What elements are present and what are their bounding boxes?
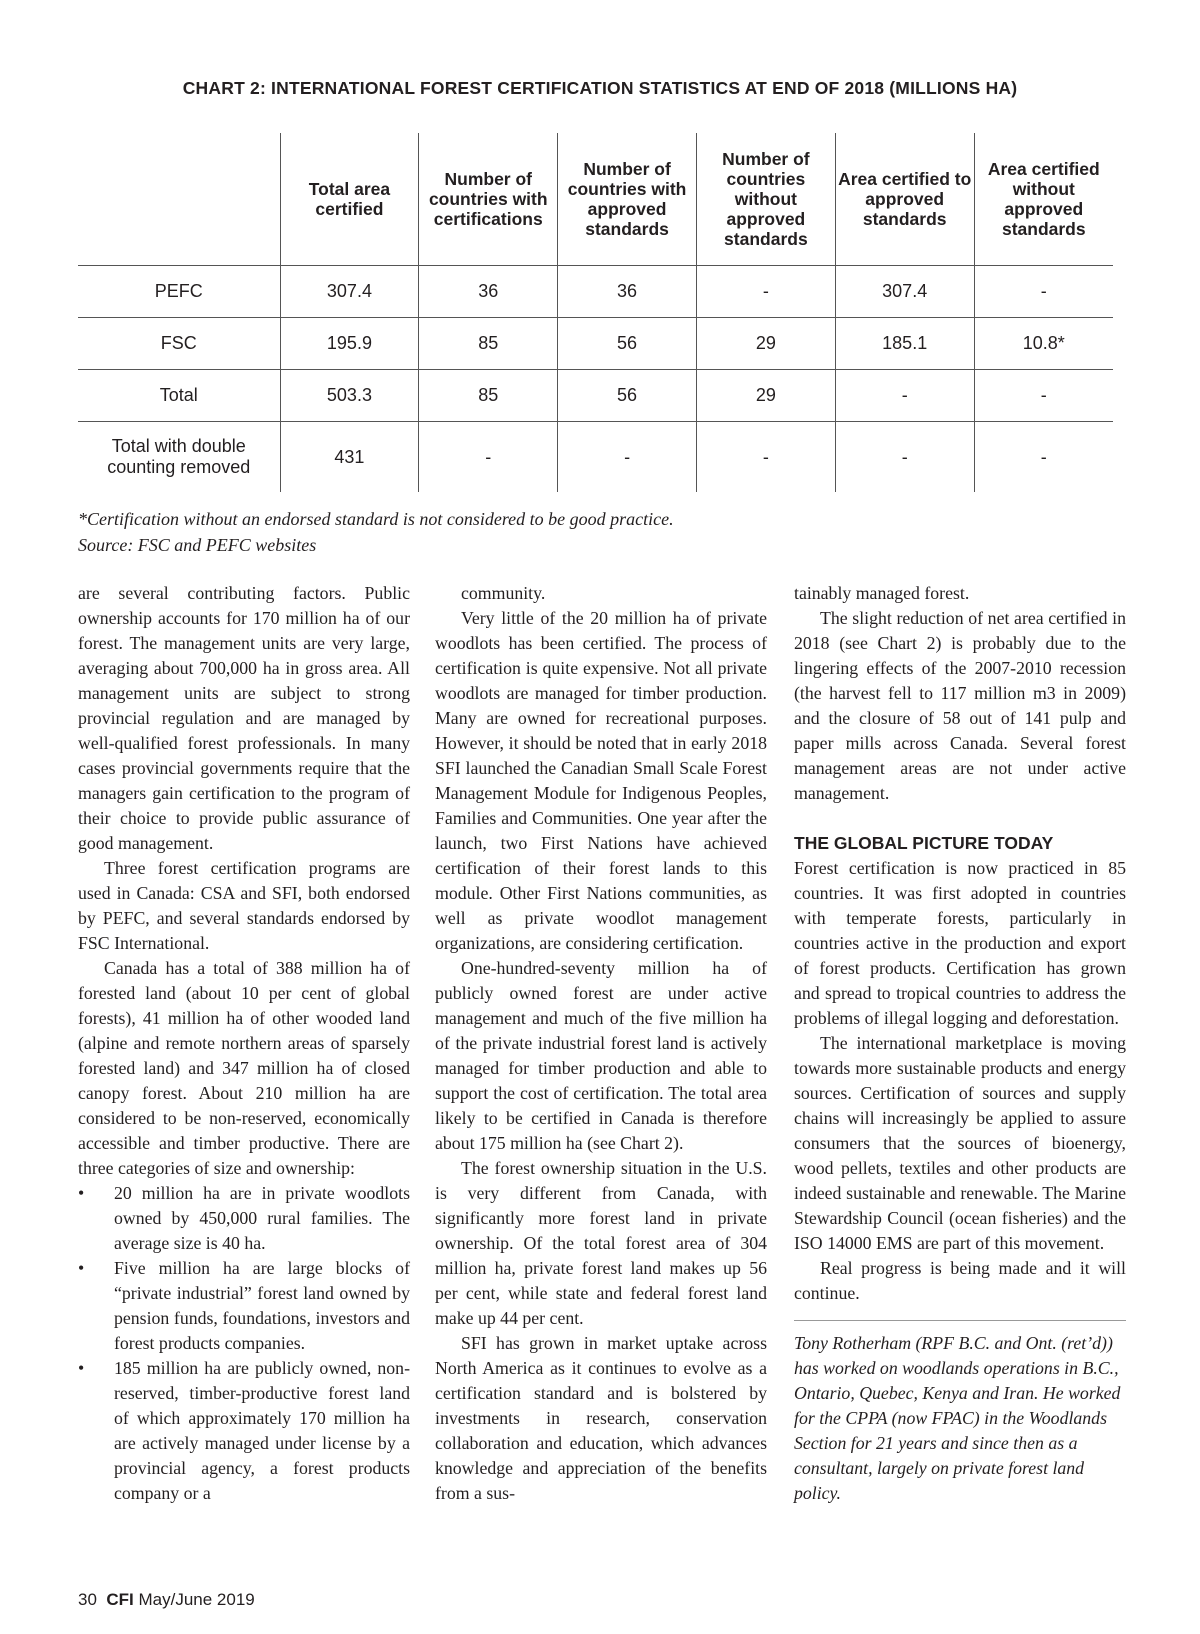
table-cell: 56: [558, 370, 697, 422]
issue-date: May/June 2019: [138, 1590, 255, 1609]
paragraph: Very little of the 20 million ha of private woodlots has been certified. The process of certification is quite expensive. Not all private woodlots are managed for timber production. Many are owned for recreational purposes. However, it should be noted that in early 2018 SFI launched the Canadian Small Scale Forest Management Module for Indigenous Peoples, Families and Communities. One year after the launch, two First Nations have achieved certification of their forest lands to this module. Other First Nations communities, as well as private woodlot management organizations, are considering certification.: [435, 608, 767, 953]
table-cell: 85: [419, 318, 558, 370]
article-column-1: [78, 581, 410, 1506]
paragraph: The slight reduction of net area certified in 2018 (see Chart 2) is probably due to the lingering effects of the 2007-2010 recession (the harvest fell to 117 million m3 in 2009) and the closure of 58 out of 141 pulp and paper mills across Canada. Several forest management areas are not under active management.: [794, 608, 1126, 803]
paragraph: Forest certification is now practiced in 85 countries. It was first adopted in countries with temperate forests, particularly in countries active in the production and export of forest products. Certification has grown and spread to tropical countries to address the problems of illegal logging and deforestation.: [794, 858, 1126, 1028]
table-cell: 29: [696, 370, 835, 422]
table-cell: 10.8*: [974, 318, 1113, 370]
paragraph: SFI has grown in market uptake across North America as it continues to evolve as a certification standard and is bolstered by investments in research, conservation collaboration and education, which advances knowledge and appreciation of the benefits from a sus-: [435, 1333, 767, 1503]
paragraph: tainably managed forest.: [794, 583, 970, 603]
bullet-icon: •: [78, 1258, 85, 1278]
list-item-text: 20 million ha are in private woodlots owned by 450,000 rural families. The average size is 40 ha.: [114, 1183, 410, 1253]
paragraph: Real progress is being made and it will continue.: [794, 1258, 1126, 1303]
chart-footnote: *Certification without an endorsed standard is not considered to be good practice.: [78, 509, 674, 529]
row-label: Total: [78, 370, 280, 422]
chart-title: CHART 2: INTERNATIONAL FOREST CERTIFICATION STATISTICS AT END OF 2018 (MILLIONS HA): [182, 78, 1018, 98]
table-header-row: [78, 133, 1113, 266]
bullet-icon: •: [78, 1358, 85, 1378]
table-cell: 56: [558, 318, 697, 370]
paragraph: Canada has a total of 388 million ha of forested land (about 10 per cent of global forests), 41 million ha of other wooded land (alpine and remote northern areas of sparsely forested land) and 347 million ha of closed canopy forest. About 210 million ha are considered to be non-reserved, economically accessible and timber productive. There are three categories of size and ownership:: [78, 958, 410, 1178]
table-cell: -: [835, 370, 974, 422]
row-label: FSC: [78, 318, 280, 370]
table-cell: 36: [419, 266, 558, 318]
header-countries-with-cert: Number of countries with certifications: [419, 133, 558, 266]
table-cell: 36: [558, 266, 697, 318]
table-row: [78, 370, 1113, 422]
table-cell: -: [835, 422, 974, 493]
table-cell: -: [696, 422, 835, 493]
list-item: [78, 1181, 410, 1256]
table-cell: -: [558, 422, 697, 493]
paragraph: community.: [461, 583, 546, 603]
page-number: 30: [78, 1590, 97, 1609]
header-countries-without-approved: Number of countries without approved standards: [696, 133, 835, 266]
bullet-list: [78, 1181, 410, 1506]
table-cell: 307.4: [280, 266, 419, 318]
author-bio: Tony Rotherham (RPF B.C. and Ont. (ret’d)) has worked on woodlands operations in B.C., Ontario, Quebec, Kenya and Iran. He worked for the CPPA (now FPAC) in the Woodlands Section for 21 years and since then as a consultant, largely on private forest land policy.: [794, 1333, 1121, 1503]
header-total-area: Total area certified: [280, 133, 419, 266]
list-item-text: 185 million ha are publicly owned, non-reserved, timber-productive forest land of which approximately 170 million ha are actively managed under license by a provincial agency, a forest products company or a: [114, 1358, 410, 1503]
table-cell: 85: [419, 370, 558, 422]
table-cell: 503.3: [280, 370, 419, 422]
chart-notes: [78, 506, 674, 558]
divider: [794, 1320, 1126, 1321]
table-cell: 185.1: [835, 318, 974, 370]
table-row: [78, 318, 1113, 370]
table-cell: -: [974, 370, 1113, 422]
article-column-3: [794, 581, 1126, 1506]
table-cell: 431: [280, 422, 419, 493]
table-row: [78, 422, 1113, 493]
list-item: [78, 1256, 410, 1356]
article-column-2: [435, 581, 767, 1506]
header-countries-approved: Number of countries with approved standards: [558, 133, 697, 266]
table-cell: -: [974, 422, 1113, 493]
row-label: PEFC: [78, 266, 280, 318]
section-heading: THE GLOBAL PICTURE TODAY: [794, 833, 1054, 853]
bullet-icon: •: [78, 1183, 85, 1203]
row-label: Total with double counting removed: [78, 422, 280, 493]
magazine-name: CFI: [106, 1590, 134, 1609]
table-cell: -: [974, 266, 1113, 318]
table-cell: -: [419, 422, 558, 493]
paragraph: The forest ownership situation in the U.S. is very different from Canada, with significantly more forest land in private ownership. Of the total forest area of 304 million ha, private forest land makes up 56 per cent, while state and federal forest land make up 44 per cent.: [435, 1158, 767, 1328]
header-area-without-approved: Area certified without approved standards: [974, 133, 1113, 266]
list-item-text: Five million ha are large blocks of “private industrial” forest land owned by pension funds, foundations, investors and forest products companies.: [114, 1258, 410, 1353]
header-area-approved: Area certified to approved standards: [835, 133, 974, 266]
paragraph: The international marketplace is moving towards more sustainable products and energy sources. Certification of sources and supply chains will increasingly be applied to assure consumers that the sources of bioenergy, wood pellets, textiles and other products are indeed sustainable and renewable. The Marine Stewardship Council (ocean fisheries) and the ISO 14000 EMS are part of this movement.: [794, 1033, 1126, 1253]
table-cell: 307.4: [835, 266, 974, 318]
table-cell: 29: [696, 318, 835, 370]
list-item: [78, 1356, 410, 1506]
page-footer: [78, 1590, 255, 1610]
paragraph: One-hundred-seventy million ha of publicly owned forest are under active management and much of the five million ha of the private industrial forest land is actively managed for timber production and able to support the cost of certification. The total area likely to be certified in Canada is therefore about 175 million ha (see Chart 2).: [435, 958, 767, 1153]
table-cell: 195.9: [280, 318, 419, 370]
table-cell: -: [696, 266, 835, 318]
certification-table: [78, 133, 1113, 492]
table-row: [78, 266, 1113, 318]
paragraph: are several contributing factors. Public ownership accounts for 170 million ha of our forest. The management units are very large, averaging about 700,000 ha in gross area. All management units are subject to strong provincial regulation and are managed by well-qualified forest professionals. In many cases provincial governments require that the managers gain certification to the program of their choice to provide public assurance of good management.: [78, 583, 410, 853]
header-cell-blank: [78, 133, 280, 266]
paragraph: Three forest certification programs are used in Canada: CSA and SFI, both endorsed by PEFC, and several standards endorsed by FSC International.: [78, 858, 410, 953]
chart-source: Source: FSC and PEFC websites: [78, 535, 317, 555]
